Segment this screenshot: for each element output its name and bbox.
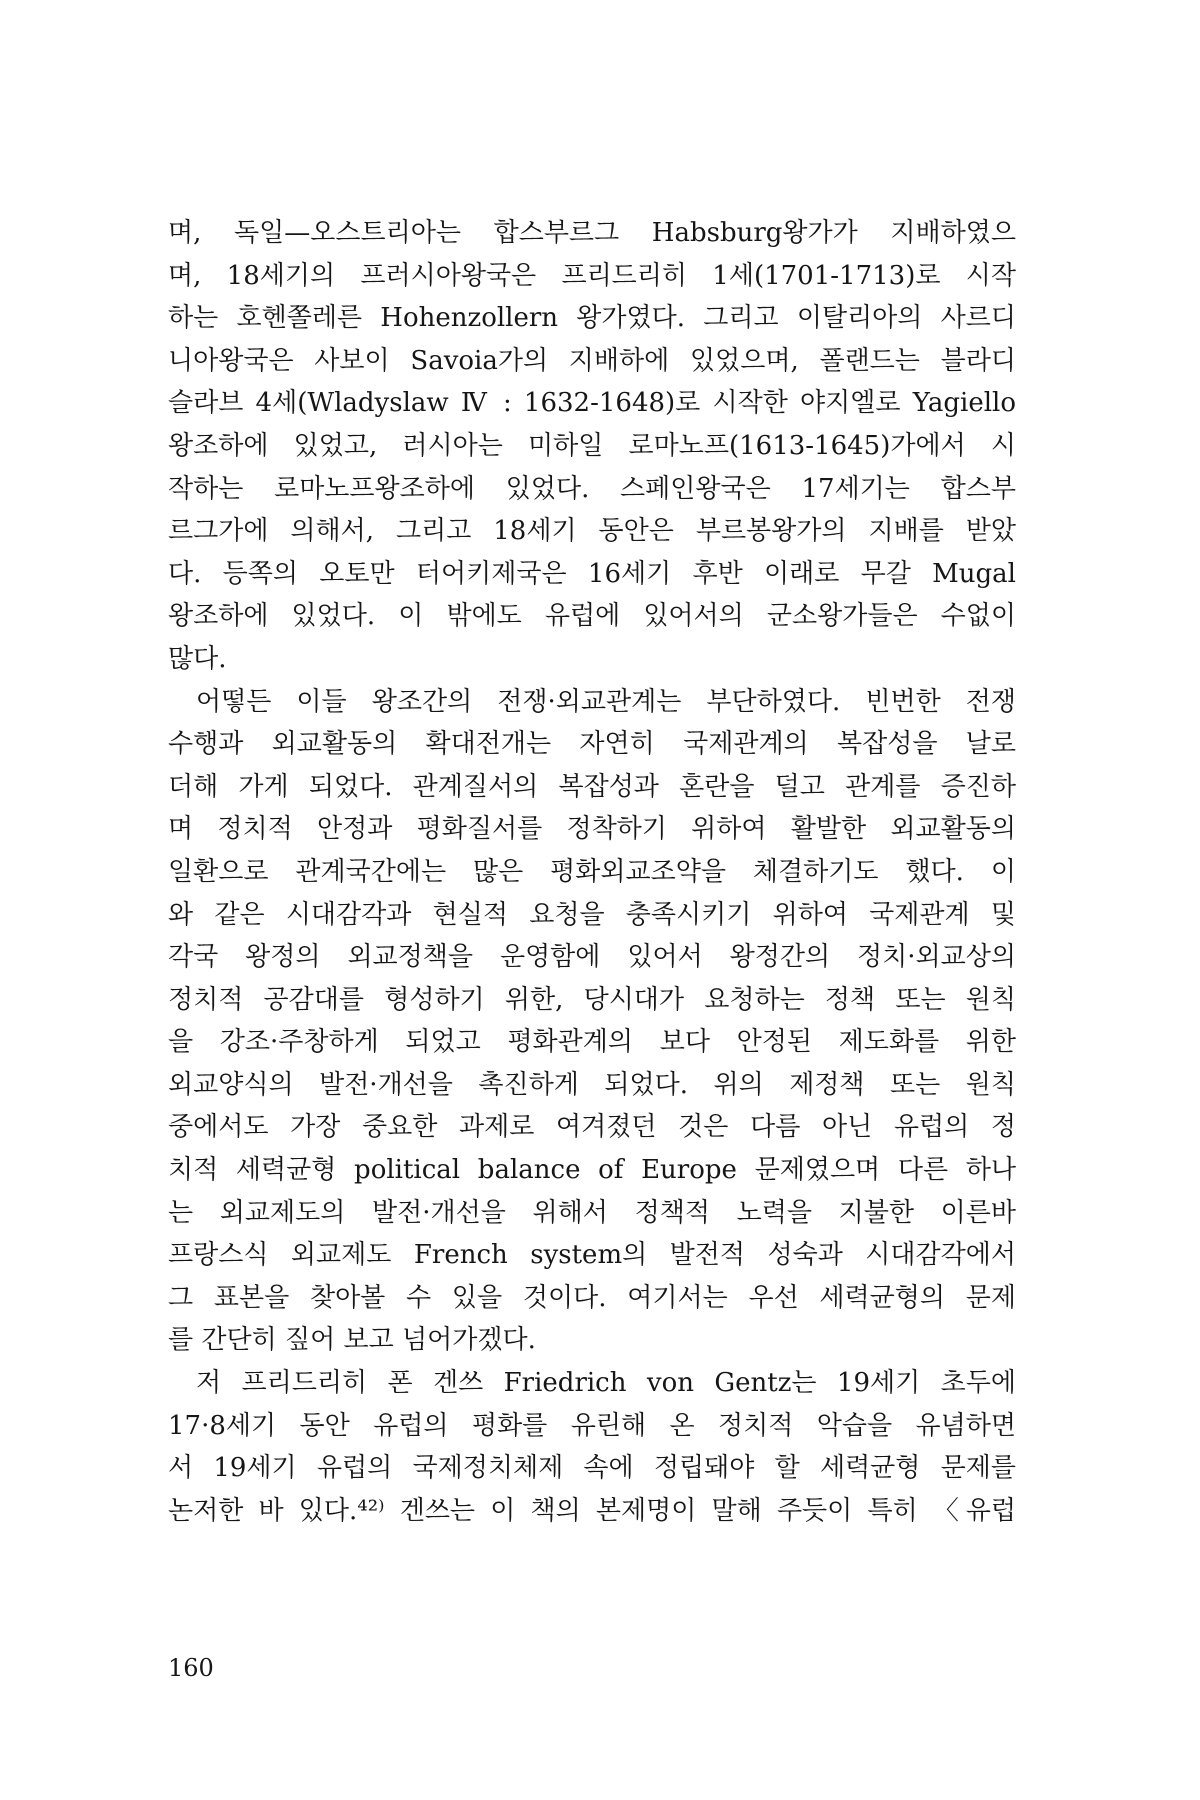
paragraph-end-line: 많다. [168, 643, 227, 674]
text-line: 니아왕국은 사보이 Savoia가의 지배하에 있었으며, 폴랜드는 블라디 [168, 345, 1016, 376]
text-line: 더해 가게 되었다. 관계질서의 복잡성과 혼란을 덜고 관계를 증진하 [168, 771, 1016, 802]
text-line: 논저한 바 있다.⁴²⁾ 겐쓰는 이 책의 본제명이 말해 주듯이 특히 〈유럽 [168, 1495, 1016, 1526]
text-line: 다. 등쪽의 오토만 터어키제국은 16세기 후반 이래로 무갈 Mugal [168, 558, 1016, 589]
text-line: 작하는 로마노프왕조하에 있었다. 스페인왕국은 17세기는 합스부 [168, 473, 1016, 504]
text-line: 치적 세력균형 political balance of Europe 문제였으며 다른 하나 [168, 1155, 1016, 1186]
paragraph-start-line: 어떻든 이들 왕조간의 전쟁·외교관계는 부단하였다. 빈번한 전쟁 [196, 686, 1016, 717]
text-line: 17·8세기 동안 유럽의 평화를 유린해 온 정치적 악습을 유념하면 [168, 1410, 1016, 1441]
text-line: 며, 18세기의 프러시아왕국은 프리드리히 1세(1701-1713)로 시작 [168, 260, 1016, 291]
text-line: 서 19세기 유럽의 국제정치체제 속에 정립돼야 할 세력균형 문제를 [168, 1453, 1016, 1484]
text-line: 을 강조·주창하게 되었고 평화관계의 보다 안정된 제도화를 위한 [168, 1027, 1016, 1058]
text-line: 프랑스식 외교제도 French system의 발전적 성숙과 시대감각에서 [168, 1240, 1016, 1271]
text-line: 는 외교제도의 발전·개선을 위해서 정책적 노력을 지불한 이른바 [168, 1197, 1016, 1228]
text-line: 수행과 외교활동의 확대전개는 자연히 국제관계의 복잡성을 날로 [168, 729, 1016, 760]
page-number: 160 [168, 1654, 214, 1682]
text-line: 그 표본을 찾아볼 수 있을 것이다. 여기서는 우선 세력균형의 문제 [168, 1282, 1016, 1313]
text-line: 왕조하에 있었다. 이 밖에도 유럽에 있어서의 군소왕가들은 수없이 [168, 601, 1016, 632]
text-line: 외교양식의 발전·개선을 촉진하게 되었다. 위의 제정책 또는 원칙 [168, 1069, 1016, 1100]
body-text [168, 212, 1016, 1532]
text-line: 며, 독일—오스트리아는 합스부르그 Habsburg왕가가 지배하였으 [168, 218, 1016, 248]
text-line: 일환으로 관계국간에는 많은 평화외교조약을 체결하기도 했다. 이 [168, 856, 1016, 887]
text-line: 와 같은 시대감각과 현실적 요청을 충족시키기 위하여 국제관계 및 [168, 899, 1016, 930]
text-line: 르그가에 의해서, 그리고 18세기 동안은 부르봉왕가의 지배를 받았 [168, 516, 1016, 547]
text-line: 중에서도 가장 중요한 과제로 여겨졌던 것은 다름 아닌 유럽의 정 [168, 1112, 1016, 1143]
text-line: 하는 호헨쫄레른 Hohenzollern 왕가였다. 그리고 이탈리아의 사르디 [168, 303, 1016, 334]
text-line: 각국 왕정의 외교정책을 운영함에 있어서 왕정간의 정치·외교상의 [168, 942, 1016, 973]
paragraph-start-line: 저 프리드리히 폰 겐쓰 Friedrich von Gentz는 19세기 초두에 [196, 1368, 1016, 1399]
text-line: 며 정치적 안정과 평화질서를 정착하기 위하여 활발한 외교활동의 [168, 814, 1016, 845]
text-line: 정치적 공감대를 형성하기 위한, 당시대가 요청하는 정책 또는 원칙 [168, 984, 1016, 1015]
text-line: 슬라브 4세(Wladyslaw Ⅳ : 1632-1648)로 시작한 야지엘로 Yagiello [168, 388, 1016, 419]
text-line: 왕조하에 있었고, 러시아는 미하일 로마노프(1613-1645)가에서 시 [168, 430, 1016, 461]
paragraph-end-line: 를 간단히 짚어 보고 넘어가겠다. [168, 1325, 536, 1356]
